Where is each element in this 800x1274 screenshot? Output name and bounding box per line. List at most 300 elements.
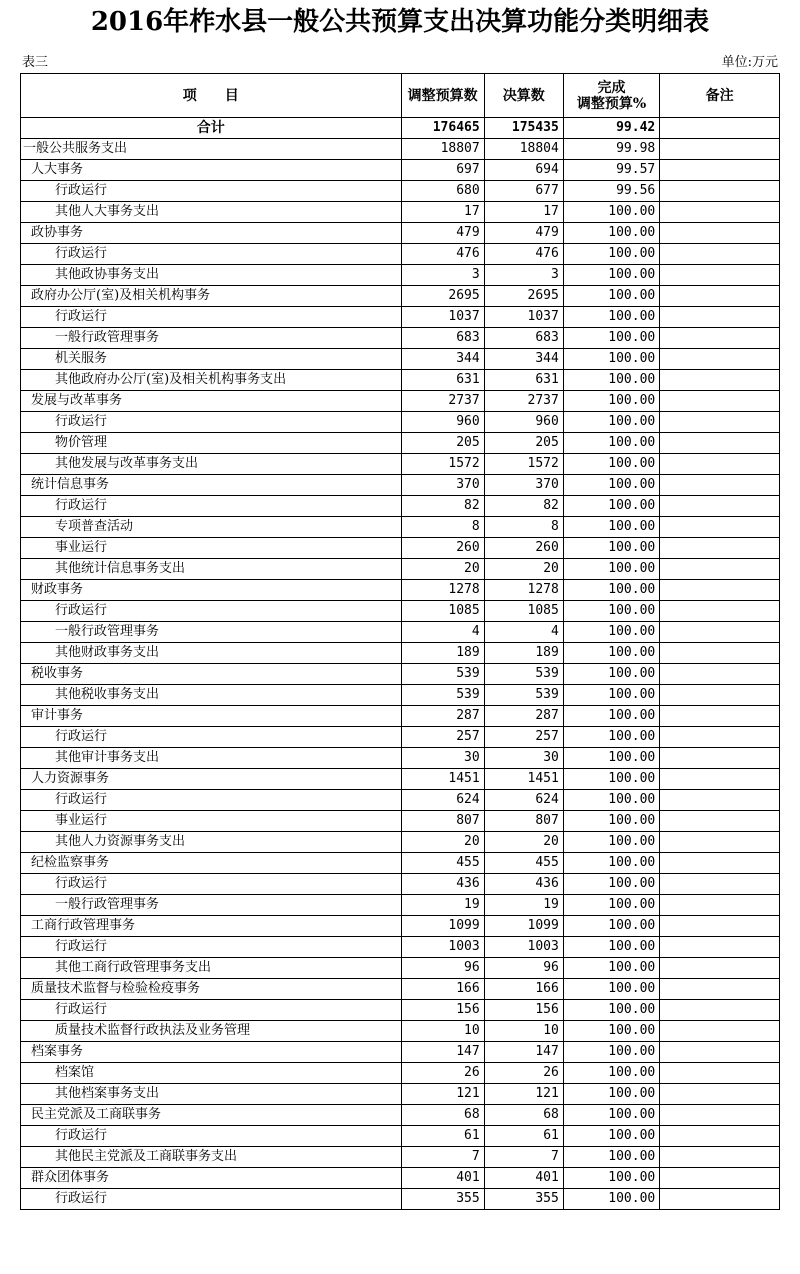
- table-row: [21, 811, 780, 832]
- row-budget: 287: [401, 706, 484, 727]
- table-row: [21, 1105, 780, 1126]
- row-actual: 2737: [484, 391, 563, 412]
- row-name: 质量技术监督与检验检疫事务: [21, 979, 402, 1000]
- row-budget: 807: [401, 811, 484, 832]
- table-row: [21, 307, 780, 328]
- row-budget: 1451: [401, 769, 484, 790]
- row-remarks: [660, 769, 780, 790]
- row-remarks: [660, 1084, 780, 1105]
- row-budget: 20: [401, 832, 484, 853]
- row-name: 税收事务: [21, 664, 402, 685]
- row-budget: 2695: [401, 286, 484, 307]
- row-actual: 1003: [484, 937, 563, 958]
- row-actual: 694: [484, 160, 563, 181]
- table-label: 表三: [22, 55, 49, 70]
- table-row: [21, 1063, 780, 1084]
- row-pct: 100.00: [563, 391, 659, 412]
- row-actual: 1278: [484, 580, 563, 601]
- row-actual: 3: [484, 265, 563, 286]
- table-row: [21, 706, 780, 727]
- row-remarks: [660, 328, 780, 349]
- row-actual: 260: [484, 538, 563, 559]
- row-name: 人大事务: [21, 160, 402, 181]
- table-row: [21, 1084, 780, 1105]
- row-remarks: [660, 790, 780, 811]
- row-budget: 19: [401, 895, 484, 916]
- row-remarks: [660, 349, 780, 370]
- row-remarks: [660, 496, 780, 517]
- row-budget: 20: [401, 559, 484, 580]
- row-pct: 100.00: [563, 454, 659, 475]
- row-remarks: [660, 517, 780, 538]
- row-budget: 17: [401, 202, 484, 223]
- table-row: [21, 244, 780, 265]
- row-budget: 344: [401, 349, 484, 370]
- row-name: 行政运行: [21, 790, 402, 811]
- row-actual: 539: [484, 664, 563, 685]
- row-budget: 156: [401, 1000, 484, 1021]
- row-actual: 68: [484, 1105, 563, 1126]
- row-pct: 100.00: [563, 1084, 659, 1105]
- row-remarks: [660, 979, 780, 1000]
- row-actual: 20: [484, 832, 563, 853]
- row-remarks: [660, 559, 780, 580]
- row-name: 一般行政管理事务: [21, 895, 402, 916]
- table-row: [21, 1126, 780, 1147]
- header-item: [21, 74, 402, 118]
- row-actual: 205: [484, 433, 563, 454]
- row-name: 其他财政事务支出: [21, 643, 402, 664]
- row-remarks: [660, 475, 780, 496]
- table-row: [21, 202, 780, 223]
- table-row: [21, 748, 780, 769]
- row-remarks: [660, 538, 780, 559]
- table-row: [21, 769, 780, 790]
- row-name: 物价管理: [21, 433, 402, 454]
- table-row: [21, 601, 780, 622]
- row-actual: 257: [484, 727, 563, 748]
- row-remarks: [660, 412, 780, 433]
- row-budget: 26: [401, 1063, 484, 1084]
- row-pct: 100.00: [563, 811, 659, 832]
- row-remarks: [660, 370, 780, 391]
- row-name: 工商行政管理事务: [21, 916, 402, 937]
- row-pct: 100.00: [563, 517, 659, 538]
- row-name: 行政运行: [21, 601, 402, 622]
- row-pct: 100.00: [563, 412, 659, 433]
- table-row: [21, 1189, 780, 1210]
- row-remarks: [660, 1126, 780, 1147]
- row-pct: 100.00: [563, 1189, 659, 1210]
- row-remarks: [660, 727, 780, 748]
- table-row: [21, 391, 780, 412]
- table-row: [21, 874, 780, 895]
- row-pct: 100.00: [563, 1021, 659, 1042]
- row-pct: 100.00: [563, 1000, 659, 1021]
- table-row: [21, 349, 780, 370]
- row-budget: 61: [401, 1126, 484, 1147]
- row-actual: 10: [484, 1021, 563, 1042]
- row-pct: 100.00: [563, 496, 659, 517]
- row-actual: 624: [484, 790, 563, 811]
- table-row: [21, 160, 780, 181]
- row-budget: 260: [401, 538, 484, 559]
- table-row: [21, 958, 780, 979]
- row-pct: 100.00: [563, 286, 659, 307]
- row-name: 纪检监察事务: [21, 853, 402, 874]
- row-name: 其他政协事务支出: [21, 265, 402, 286]
- table-row: [21, 916, 780, 937]
- row-actual: 82: [484, 496, 563, 517]
- row-remarks: [660, 937, 780, 958]
- row-name: 一般行政管理事务: [21, 622, 402, 643]
- row-actual: 539: [484, 685, 563, 706]
- table-row: [21, 580, 780, 601]
- row-budget: 680: [401, 181, 484, 202]
- table-row: [21, 937, 780, 958]
- row-name: 群众团体事务: [21, 1168, 402, 1189]
- row-pct: 100.00: [563, 1063, 659, 1084]
- row-budget: 3: [401, 265, 484, 286]
- row-name: 行政运行: [21, 937, 402, 958]
- row-pct: 100.00: [563, 475, 659, 496]
- row-remarks: [660, 1147, 780, 1168]
- row-name: 发展与改革事务: [21, 391, 402, 412]
- table-row: [21, 454, 780, 475]
- row-remarks: [660, 580, 780, 601]
- row-actual: 17: [484, 202, 563, 223]
- row-budget: 1099: [401, 916, 484, 937]
- row-remarks: [660, 1189, 780, 1210]
- row-actual: 370: [484, 475, 563, 496]
- row-name: 行政运行: [21, 727, 402, 748]
- row-budget: 476: [401, 244, 484, 265]
- total-actual: 175435: [484, 118, 563, 139]
- row-remarks: [660, 1063, 780, 1084]
- row-name: 其他人力资源事务支出: [21, 832, 402, 853]
- row-actual: 1099: [484, 916, 563, 937]
- table-row: [21, 433, 780, 454]
- row-pct: 100.00: [563, 643, 659, 664]
- total-row: [21, 118, 780, 139]
- row-name: 专项普查活动: [21, 517, 402, 538]
- row-budget: 189: [401, 643, 484, 664]
- row-actual: 287: [484, 706, 563, 727]
- row-remarks: [660, 811, 780, 832]
- row-budget: 147: [401, 1042, 484, 1063]
- row-pct: 100.00: [563, 832, 659, 853]
- row-pct: 100.00: [563, 328, 659, 349]
- row-remarks: [660, 139, 780, 160]
- row-actual: 1451: [484, 769, 563, 790]
- header-item-char2: 目: [224, 87, 239, 104]
- row-pct: 100.00: [563, 895, 659, 916]
- header-completion: [563, 74, 659, 118]
- table-row: [21, 790, 780, 811]
- table-row: [21, 370, 780, 391]
- table-row: [21, 664, 780, 685]
- row-remarks: [660, 601, 780, 622]
- row-pct: 100.00: [563, 601, 659, 622]
- row-pct: 100.00: [563, 853, 659, 874]
- row-actual: 455: [484, 853, 563, 874]
- row-remarks: [660, 454, 780, 475]
- row-pct: 100.00: [563, 538, 659, 559]
- row-actual: 156: [484, 1000, 563, 1021]
- row-name: 行政运行: [21, 1000, 402, 1021]
- row-actual: 7: [484, 1147, 563, 1168]
- row-actual: 344: [484, 349, 563, 370]
- row-pct: 100.00: [563, 790, 659, 811]
- table-row: [21, 412, 780, 433]
- row-actual: 436: [484, 874, 563, 895]
- row-budget: 960: [401, 412, 484, 433]
- row-name: 其他工商行政管理事务支出: [21, 958, 402, 979]
- row-remarks: [660, 202, 780, 223]
- row-pct: 99.57: [563, 160, 659, 181]
- row-budget: 2737: [401, 391, 484, 412]
- header-remarks: 备注: [660, 74, 780, 118]
- table-row: [21, 643, 780, 664]
- header-completion-line2: 调整预算%: [576, 95, 647, 112]
- row-pct: 100.00: [563, 958, 659, 979]
- row-pct: 100.00: [563, 580, 659, 601]
- row-budget: 1278: [401, 580, 484, 601]
- row-remarks: [660, 685, 780, 706]
- row-remarks: [660, 622, 780, 643]
- row-name: 行政运行: [21, 1189, 402, 1210]
- row-remarks: [660, 748, 780, 769]
- row-name: 行政运行: [21, 307, 402, 328]
- row-remarks: [660, 643, 780, 664]
- row-budget: 7: [401, 1147, 484, 1168]
- row-name: 质量技术监督行政执法及业务管理: [21, 1021, 402, 1042]
- header-row: [21, 74, 780, 118]
- row-actual: 20: [484, 559, 563, 580]
- header-final: 决算数: [484, 74, 563, 118]
- row-actual: 683: [484, 328, 563, 349]
- table-row: [21, 139, 780, 160]
- row-actual: 476: [484, 244, 563, 265]
- row-actual: 18804: [484, 139, 563, 160]
- row-budget: 697: [401, 160, 484, 181]
- row-pct: 100.00: [563, 979, 659, 1000]
- row-pct: 99.98: [563, 139, 659, 160]
- table-row: [21, 559, 780, 580]
- row-pct: 100.00: [563, 1168, 659, 1189]
- row-name: 行政运行: [21, 244, 402, 265]
- row-budget: 401: [401, 1168, 484, 1189]
- row-remarks: [660, 391, 780, 412]
- row-actual: 189: [484, 643, 563, 664]
- row-pct: 100.00: [563, 1126, 659, 1147]
- expenditure-table: [20, 73, 780, 1210]
- row-budget: 10: [401, 1021, 484, 1042]
- row-actual: 1037: [484, 307, 563, 328]
- row-remarks: [660, 265, 780, 286]
- row-name: 其他政府办公厅(室)及相关机构事务支出: [21, 370, 402, 391]
- row-name: 行政运行: [21, 874, 402, 895]
- table-row: [21, 853, 780, 874]
- row-pct: 100.00: [563, 433, 659, 454]
- row-actual: 147: [484, 1042, 563, 1063]
- row-name: 其他档案事务支出: [21, 1084, 402, 1105]
- row-remarks: [660, 1168, 780, 1189]
- row-pct: 100.00: [563, 265, 659, 286]
- row-budget: 355: [401, 1189, 484, 1210]
- row-name: 其他税收事务支出: [21, 685, 402, 706]
- row-budget: 257: [401, 727, 484, 748]
- row-budget: 631: [401, 370, 484, 391]
- table-row: [21, 475, 780, 496]
- row-name: 统计信息事务: [21, 475, 402, 496]
- row-pct: 100.00: [563, 1105, 659, 1126]
- row-name: 财政事务: [21, 580, 402, 601]
- row-name: 事业运行: [21, 811, 402, 832]
- row-pct: 100.00: [563, 307, 659, 328]
- row-pct: 100.00: [563, 559, 659, 580]
- row-pct: 100.00: [563, 748, 659, 769]
- row-name: 政府办公厅(室)及相关机构事务: [21, 286, 402, 307]
- row-remarks: [660, 433, 780, 454]
- row-remarks: [660, 916, 780, 937]
- table-row: [21, 685, 780, 706]
- header-item-char1: 项: [182, 87, 197, 104]
- row-name: 其他人大事务支出: [21, 202, 402, 223]
- row-name: 其他发展与改革事务支出: [21, 454, 402, 475]
- row-actual: 479: [484, 223, 563, 244]
- table-row: [21, 832, 780, 853]
- row-remarks: [660, 1105, 780, 1126]
- row-budget: 1572: [401, 454, 484, 475]
- row-pct: 100.00: [563, 202, 659, 223]
- row-remarks: [660, 286, 780, 307]
- row-budget: 624: [401, 790, 484, 811]
- row-budget: 370: [401, 475, 484, 496]
- row-name: 政协事务: [21, 223, 402, 244]
- table-row: [21, 538, 780, 559]
- row-budget: 205: [401, 433, 484, 454]
- table-row: [21, 979, 780, 1000]
- table-row: [21, 181, 780, 202]
- row-pct: 100.00: [563, 370, 659, 391]
- row-name: 行政运行: [21, 181, 402, 202]
- unit-label: 单位:万元: [721, 55, 778, 70]
- row-name: 一般行政管理事务: [21, 328, 402, 349]
- row-budget: 1037: [401, 307, 484, 328]
- row-name: 一般公共服务支出: [21, 139, 402, 160]
- table-row: [21, 1021, 780, 1042]
- row-budget: 82: [401, 496, 484, 517]
- row-actual: 1572: [484, 454, 563, 475]
- row-name: 行政运行: [21, 1126, 402, 1147]
- row-budget: 683: [401, 328, 484, 349]
- row-pct: 100.00: [563, 244, 659, 265]
- table-row: [21, 223, 780, 244]
- row-name: 机关服务: [21, 349, 402, 370]
- row-actual: 960: [484, 412, 563, 433]
- row-actual: 96: [484, 958, 563, 979]
- total-pct: 99.42: [563, 118, 659, 139]
- row-name: 其他统计信息事务支出: [21, 559, 402, 580]
- row-budget: 68: [401, 1105, 484, 1126]
- row-pct: 100.00: [563, 622, 659, 643]
- row-budget: 8: [401, 517, 484, 538]
- row-pct: 100.00: [563, 1042, 659, 1063]
- row-remarks: [660, 160, 780, 181]
- table-row: [21, 286, 780, 307]
- row-pct: 100.00: [563, 1147, 659, 1168]
- table-row: [21, 1147, 780, 1168]
- row-name: 档案馆: [21, 1063, 402, 1084]
- row-pct: 100.00: [563, 223, 659, 244]
- row-budget: 455: [401, 853, 484, 874]
- row-actual: 355: [484, 1189, 563, 1210]
- table-row: [21, 328, 780, 349]
- row-actual: 19: [484, 895, 563, 916]
- row-actual: 166: [484, 979, 563, 1000]
- row-remarks: [660, 1000, 780, 1021]
- row-name: 审计事务: [21, 706, 402, 727]
- table-row: [21, 895, 780, 916]
- row-pct: 100.00: [563, 706, 659, 727]
- row-actual: 1085: [484, 601, 563, 622]
- row-budget: 166: [401, 979, 484, 1000]
- row-budget: 18807: [401, 139, 484, 160]
- row-budget: 30: [401, 748, 484, 769]
- row-actual: 4: [484, 622, 563, 643]
- row-actual: 26: [484, 1063, 563, 1084]
- table-row: [21, 517, 780, 538]
- row-pct: 100.00: [563, 685, 659, 706]
- row-remarks: [660, 706, 780, 727]
- row-budget: 1085: [401, 601, 484, 622]
- row-remarks: [660, 832, 780, 853]
- row-pct: 100.00: [563, 664, 659, 685]
- row-pct: 99.56: [563, 181, 659, 202]
- row-name: 行政运行: [21, 412, 402, 433]
- total-budget: 176465: [401, 118, 484, 139]
- row-actual: 61: [484, 1126, 563, 1147]
- row-name: 民主党派及工商联事务: [21, 1105, 402, 1126]
- row-remarks: [660, 895, 780, 916]
- row-remarks: [660, 958, 780, 979]
- row-pct: 100.00: [563, 727, 659, 748]
- row-remarks: [660, 223, 780, 244]
- row-budget: 539: [401, 664, 484, 685]
- header-adjusted-budget: 调整预算数: [401, 74, 484, 118]
- row-pct: 100.00: [563, 916, 659, 937]
- row-budget: 121: [401, 1084, 484, 1105]
- row-name: 其他民主党派及工商联事务支出: [21, 1147, 402, 1168]
- table-row: [21, 496, 780, 517]
- header-completion-line1: 完成: [597, 79, 626, 96]
- row-budget: 436: [401, 874, 484, 895]
- row-actual: 2695: [484, 286, 563, 307]
- total-name: 合计: [21, 118, 402, 139]
- row-remarks: [660, 1042, 780, 1063]
- table-body: [21, 118, 780, 1210]
- row-pct: 100.00: [563, 937, 659, 958]
- row-name: 事业运行: [21, 538, 402, 559]
- row-actual: 631: [484, 370, 563, 391]
- row-remarks: [660, 307, 780, 328]
- row-actual: 807: [484, 811, 563, 832]
- table-row: [21, 727, 780, 748]
- row-actual: 30: [484, 748, 563, 769]
- row-budget: 479: [401, 223, 484, 244]
- row-budget: 4: [401, 622, 484, 643]
